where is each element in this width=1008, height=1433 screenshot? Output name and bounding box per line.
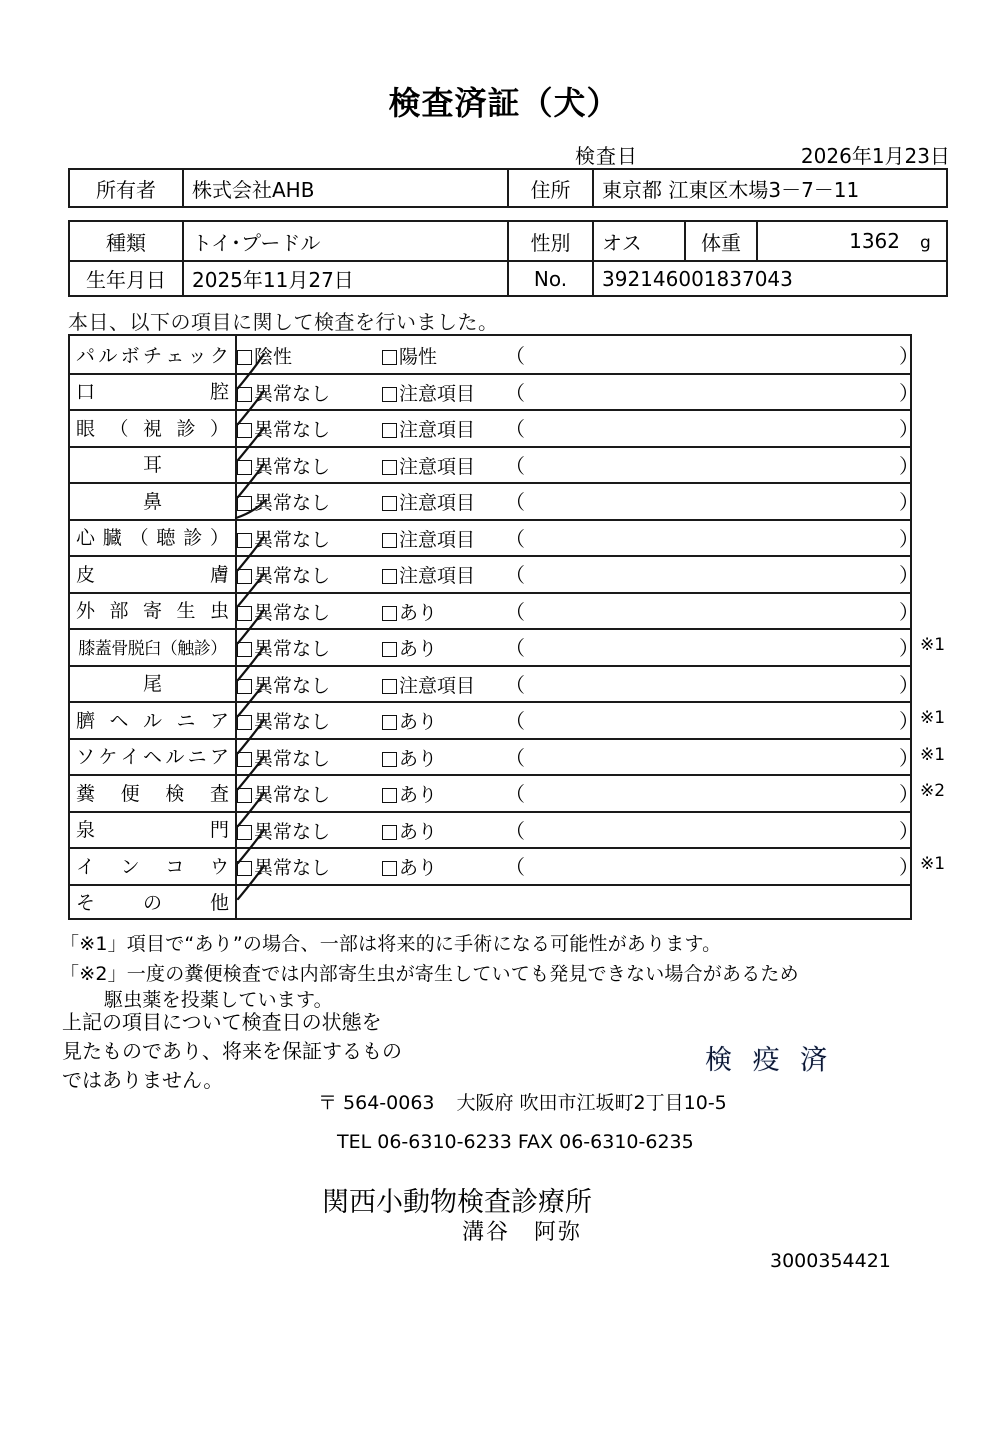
owner-value: 株式会社AHB: [192, 177, 315, 202]
breed-label: 種類: [106, 230, 146, 255]
document-serial-number: 3000354421: [770, 1250, 891, 1272]
inspection-item-label: 耳: [142, 454, 162, 477]
inspection-item-row: [70, 628, 919, 665]
inspection-item-label: [70, 774, 235, 811]
option-abnormal-checkbox[interactable]: [382, 488, 475, 515]
option-abnormal-label: 陽性: [399, 346, 438, 368]
remark-paren-open: （: [505, 636, 525, 660]
animal-info-table: [68, 220, 948, 297]
label-char: ニ: [187, 746, 207, 769]
option-abnormal-label: 注意項目: [399, 528, 476, 551]
remark-paren-close: ）: [899, 380, 919, 405]
option-normal-label: 異常なし: [254, 455, 331, 478]
inspection-item-options: [237, 519, 919, 556]
remark-paren-open: （: [505, 490, 525, 514]
address-value: 東京都 江東区木場3－7－11: [602, 177, 860, 202]
owner-label: 所有者: [96, 177, 156, 202]
checkbox-icon[interactable]: [382, 350, 397, 365]
label-char: （: [109, 417, 129, 440]
checkbox-icon[interactable]: [237, 423, 252, 438]
option-normal-checkbox[interactable]: [237, 744, 330, 771]
inspection-item-options: [237, 665, 919, 702]
label-char: 腔: [209, 381, 229, 404]
option-abnormal-label: 注意項目: [399, 674, 476, 697]
checkbox-icon[interactable]: [237, 788, 252, 803]
label-char: イ: [76, 855, 96, 878]
label-char: ケ: [98, 746, 118, 769]
weight-value: 1362: [849, 229, 900, 253]
option-normal-checkbox[interactable]: [237, 525, 330, 552]
remark-paren-open: （: [505, 453, 525, 478]
option-abnormal-checkbox[interactable]: [382, 525, 475, 552]
inspection-item-options: [237, 446, 919, 483]
owner-table: [68, 168, 948, 208]
inspection-item-label: [70, 847, 235, 884]
option-normal-checkbox[interactable]: [237, 707, 330, 734]
label-char: 寄: [142, 600, 162, 623]
option-normal-checkbox[interactable]: [237, 780, 330, 807]
remark-paren-open: （: [505, 709, 525, 733]
label-char: ヘ: [142, 746, 162, 769]
checkbox-icon[interactable]: [382, 788, 397, 803]
remark-paren-open: （: [505, 782, 525, 806]
option-abnormal-label: 注意項目: [399, 419, 476, 441]
checkbox-icon[interactable]: [382, 387, 397, 402]
option-normal-label: 異常なし: [254, 565, 331, 587]
inspection-item-row: [70, 592, 919, 629]
checkbox-icon[interactable]: [237, 569, 252, 584]
checkbox-icon[interactable]: [237, 642, 252, 657]
remark-paren-close: ）: [899, 782, 919, 806]
inspection-date-row: [520, 140, 950, 166]
item-note-marker: ※1: [920, 708, 946, 728]
checkbox-icon[interactable]: [382, 715, 397, 730]
label-char: 査: [209, 782, 229, 805]
option-normal-label: 異常なし: [254, 492, 331, 514]
option-normal-checkbox[interactable]: [237, 561, 330, 588]
checkbox-icon[interactable]: [382, 642, 397, 657]
remark-paren-open: （: [505, 855, 525, 879]
checkbox-icon[interactable]: [237, 825, 252, 840]
option-abnormal-label: あり: [399, 711, 438, 733]
option-normal-label: 異常なし: [254, 382, 331, 405]
checkbox-icon[interactable]: [382, 460, 397, 475]
inspection-item-label: [70, 811, 235, 848]
option-abnormal-checkbox[interactable]: [382, 379, 475, 406]
checkbox-icon[interactable]: [382, 752, 397, 767]
option-abnormal-checkbox[interactable]: [382, 415, 475, 442]
weight-label: 体重: [701, 230, 741, 255]
inspection-item-label: [70, 519, 235, 556]
inspection-item-label: [70, 592, 235, 629]
label-char: そ: [76, 892, 96, 915]
label-char: 膚: [209, 563, 229, 586]
label-char: ク: [209, 344, 229, 367]
inspection-item-options: [237, 811, 919, 848]
inspection-item-row: [70, 811, 919, 848]
label-char: ア: [209, 709, 229, 732]
inspection-date-value: 2026年1月23日: [800, 144, 950, 168]
checkbox-icon[interactable]: [237, 752, 252, 767]
checkbox-icon[interactable]: [237, 350, 252, 365]
disclaimer-line: 上記の項目について検査日の状態を: [62, 1010, 382, 1034]
inspection-item-label: [70, 409, 235, 446]
inspection-item-row: [70, 519, 919, 556]
registration-no-label: No.: [533, 266, 568, 291]
remark-paren-close: ）: [899, 745, 919, 770]
checkbox-icon[interactable]: [382, 423, 397, 438]
checkbox-icon[interactable]: [237, 679, 252, 694]
item-note-marker: ※1: [920, 854, 946, 874]
item-note-marker: ※1: [920, 635, 946, 655]
remark-paren-open: （: [505, 563, 525, 587]
option-abnormal-checkbox[interactable]: [382, 342, 437, 369]
option-abnormal-checkbox[interactable]: [382, 780, 437, 807]
clinic-name: 関西小動物検査診療所: [322, 1187, 592, 1218]
label-char: チ: [142, 344, 162, 367]
label-char: 泉: [76, 819, 96, 842]
checkbox-icon[interactable]: [382, 825, 397, 840]
option-normal-label: 異常なし: [254, 711, 331, 733]
inspection-item-row: [70, 701, 919, 738]
label-char: 検: [165, 782, 185, 805]
option-abnormal-checkbox[interactable]: [382, 561, 475, 588]
label-char: 生: [176, 600, 196, 623]
option-abnormal-label: あり: [399, 747, 438, 770]
disclaimer-line: 見たものであり、将来を保証するもの: [62, 1039, 402, 1063]
option-normal-label: 異常なし: [254, 820, 331, 843]
label-char: ン: [120, 855, 140, 878]
inspection-item-options: [237, 373, 919, 410]
label-char: 臍: [76, 709, 96, 732]
option-normal-label: 異常なし: [254, 601, 331, 624]
option-abnormal-label: 注意項目: [399, 492, 476, 514]
option-abnormal-label: あり: [399, 638, 438, 660]
option-abnormal-checkbox[interactable]: [382, 598, 437, 625]
quarantine-stamp: 検 疫 済: [705, 1045, 834, 1076]
sex-label: 性別: [530, 230, 571, 255]
option-abnormal-label: あり: [399, 601, 438, 624]
intro-text: 本日、以下の項目に関して検査を行いました。: [68, 310, 499, 334]
remark-paren-open: （: [505, 380, 525, 405]
inspection-item-label: 膝蓋骨脱臼（触診）: [78, 638, 227, 659]
remark-paren-close: ）: [899, 636, 919, 660]
label-char: ニ: [176, 709, 196, 732]
remark-paren-close: ）: [899, 453, 919, 478]
option-normal-label: 異常なし: [254, 747, 331, 770]
label-char: 聴: [156, 527, 176, 550]
label-char: の: [142, 892, 162, 915]
inspection-item-label: [70, 738, 235, 775]
option-normal-label: 異常なし: [254, 528, 331, 551]
option-normal-checkbox[interactable]: [237, 634, 330, 661]
option-abnormal-label: 注意項目: [399, 455, 476, 478]
option-abnormal-checkbox[interactable]: [382, 707, 437, 734]
checkbox-icon[interactable]: [237, 496, 252, 511]
clinic-address: 大阪府 吹田市江坂町2丁目10-5: [456, 1092, 727, 1114]
option-normal-checkbox[interactable]: [237, 342, 292, 369]
option-normal-checkbox[interactable]: [237, 415, 330, 442]
inspection-item-label: [70, 555, 235, 592]
option-abnormal-label: あり: [399, 857, 438, 879]
checkbox-icon[interactable]: [237, 533, 252, 548]
option-normal-checkbox[interactable]: [237, 379, 330, 406]
label-char: 診: [176, 417, 196, 440]
option-normal-checkbox[interactable]: [237, 853, 330, 880]
checkbox-icon[interactable]: [382, 861, 397, 876]
remark-paren-close: ）: [899, 672, 919, 697]
checkbox-icon[interactable]: [237, 387, 252, 402]
inspection-item-options: [237, 592, 919, 629]
footnote-2-cont: 駆虫薬を投薬しています。: [104, 989, 333, 1011]
label-char: ル: [98, 344, 118, 367]
inspection-item-options: [237, 628, 919, 665]
weight-unit: g: [920, 233, 931, 253]
remark-paren-open: （: [505, 672, 525, 697]
option-abnormal-label: あり: [399, 784, 438, 806]
inspection-items-table: [68, 334, 919, 920]
inspection-item-options: [237, 701, 919, 738]
item-note-marker: ※1: [920, 744, 946, 765]
inspection-item-row: [70, 847, 919, 884]
disclaimer-line: ではありません。: [62, 1068, 224, 1092]
inspection-item-label: [70, 884, 235, 921]
address-label: 住所: [530, 177, 571, 202]
remark-paren-open: （: [505, 599, 525, 624]
inspection-item-label: [70, 336, 235, 373]
label-char: 眼: [76, 417, 96, 440]
inspection-item-row: [70, 482, 919, 519]
label-char: ェ: [165, 344, 185, 367]
remark-paren-close: ）: [899, 709, 919, 733]
remark-paren-close: ）: [899, 563, 919, 587]
label-char: 外: [76, 600, 96, 623]
checkbox-icon[interactable]: [237, 861, 252, 876]
clinic-zip: 〒 564-0063: [318, 1092, 435, 1114]
label-char: 心: [76, 527, 96, 550]
remark-paren-open: （: [505, 526, 525, 551]
inspection-item-options: [237, 774, 919, 811]
label-char: ア: [209, 746, 229, 769]
inspection-item-label: 尾: [142, 673, 162, 696]
veterinarian-name: 溝谷 阿弥: [462, 1220, 583, 1245]
inspection-date-label: 検査日: [575, 144, 638, 168]
checkbox-icon[interactable]: [382, 569, 397, 584]
inspection-item-row: [70, 774, 919, 811]
inspection-item-options: [237, 409, 919, 446]
inspection-item-options: [237, 738, 919, 775]
clinic-address-line: [318, 1088, 727, 1115]
inspection-item-row: [70, 446, 919, 483]
label-char: 便: [120, 782, 140, 805]
label-char: 部: [109, 600, 129, 623]
inspection-item-row: [70, 738, 919, 775]
inspection-item-label: [70, 701, 235, 738]
option-abnormal-checkbox[interactable]: [382, 671, 475, 698]
birthdate-label: 生年月日: [86, 268, 166, 292]
option-normal-checkbox[interactable]: [237, 598, 330, 625]
remark-paren-close: ）: [899, 417, 919, 441]
label-char: 門: [209, 819, 229, 842]
inspection-item-row: [70, 336, 919, 373]
label-char: ッ: [187, 344, 207, 367]
clinic-tel-fax: TEL 06-6310-6233 FAX 06-6310-6235: [337, 1131, 694, 1153]
checkbox-icon[interactable]: [237, 460, 252, 475]
checkbox-icon[interactable]: [237, 715, 252, 730]
label-char: 他: [209, 892, 229, 915]
label-char: ソ: [76, 746, 96, 769]
registration-no-value: 392146001837043: [602, 266, 793, 291]
inspection-item-row: [70, 884, 910, 921]
checkbox-icon[interactable]: [382, 533, 397, 548]
option-abnormal-label: 注意項目: [399, 565, 476, 587]
remark-paren-close: ）: [899, 818, 919, 843]
option-normal-label: 異常なし: [254, 419, 331, 441]
checkbox-icon[interactable]: [382, 606, 397, 621]
sex-value: オス: [602, 230, 642, 255]
option-abnormal-label: 注意項目: [399, 382, 476, 405]
label-char: ボ: [120, 344, 140, 367]
label-char: パ: [76, 344, 96, 367]
option-normal-label: 異常なし: [254, 857, 331, 879]
label-char: ル: [142, 709, 162, 732]
remark-paren-close: ）: [899, 855, 919, 879]
birthdate-value: 2025年11月27日: [192, 268, 354, 292]
label-char: コ: [165, 855, 185, 878]
inspection-item-options: [237, 847, 919, 884]
inspection-item-row: [70, 665, 919, 702]
option-normal-checkbox[interactable]: [237, 671, 330, 698]
disclaimer-text: [62, 1008, 402, 1095]
label-char: （: [129, 527, 149, 550]
option-normal-label: 異常なし: [254, 638, 331, 660]
footnote-1: 「※1」項目で“あり”の場合、一部は将来的に手術になる可能性があります。: [60, 933, 722, 955]
checkbox-icon[interactable]: [382, 679, 397, 694]
label-char: ）: [209, 417, 229, 440]
option-abnormal-label: あり: [399, 820, 438, 843]
checkbox-icon[interactable]: [237, 606, 252, 621]
option-normal-label: 異常なし: [254, 784, 331, 806]
remark-paren-close: ）: [899, 344, 919, 368]
inspection-item-options: [237, 555, 919, 592]
option-abnormal-checkbox[interactable]: [382, 817, 437, 844]
label-char: 診: [183, 527, 203, 550]
inspection-item-options: [237, 336, 919, 373]
inspection-item-label: 鼻: [142, 490, 162, 513]
remark-paren-open: （: [505, 344, 525, 368]
option-normal-checkbox[interactable]: [237, 452, 330, 479]
option-abnormal-checkbox[interactable]: [382, 744, 437, 771]
page-title: 検査済証（犬）: [388, 84, 620, 122]
remark-paren-close: ）: [899, 599, 919, 624]
option-abnormal-checkbox[interactable]: [382, 452, 475, 479]
label-char: ヘ: [109, 709, 129, 732]
inspection-item-label: [70, 373, 235, 410]
item-note-marker: ※2: [920, 781, 946, 801]
label-char: ル: [165, 746, 185, 769]
label-char: 皮: [76, 563, 96, 586]
label-char: 臓: [102, 527, 122, 550]
option-normal-checkbox[interactable]: [237, 817, 330, 844]
remark-paren-open: （: [505, 745, 525, 770]
remark-paren-open: （: [505, 818, 525, 843]
option-normal-label: 陰性: [254, 346, 293, 368]
label-char: イ: [120, 746, 140, 769]
footnote-2: 「※2」一度の糞便検査では内部寄生虫が寄生していても発見できない場合があるため: [60, 963, 799, 985]
remark-paren-close: ）: [899, 490, 919, 514]
remark-paren-close: ）: [899, 526, 919, 551]
label-char: 虫: [209, 600, 229, 623]
label-char: 視: [142, 417, 162, 440]
label-char: ）: [209, 527, 229, 550]
checkbox-icon[interactable]: [382, 496, 397, 511]
option-abnormal-checkbox[interactable]: [382, 634, 437, 661]
label-char: 口: [76, 381, 96, 404]
label-char: 糞: [76, 782, 96, 805]
option-abnormal-checkbox[interactable]: [382, 853, 437, 880]
breed-value: トイ･プードル: [192, 230, 321, 255]
option-normal-label: 異常なし: [254, 674, 331, 697]
inspection-item-row: [70, 555, 919, 592]
option-normal-checkbox[interactable]: [237, 488, 330, 515]
inspection-item-row: [70, 409, 919, 446]
inspection-item-row: [70, 373, 919, 410]
label-char: ウ: [209, 855, 229, 878]
remark-paren-open: （: [505, 417, 525, 441]
inspection-item-options: [237, 482, 919, 519]
